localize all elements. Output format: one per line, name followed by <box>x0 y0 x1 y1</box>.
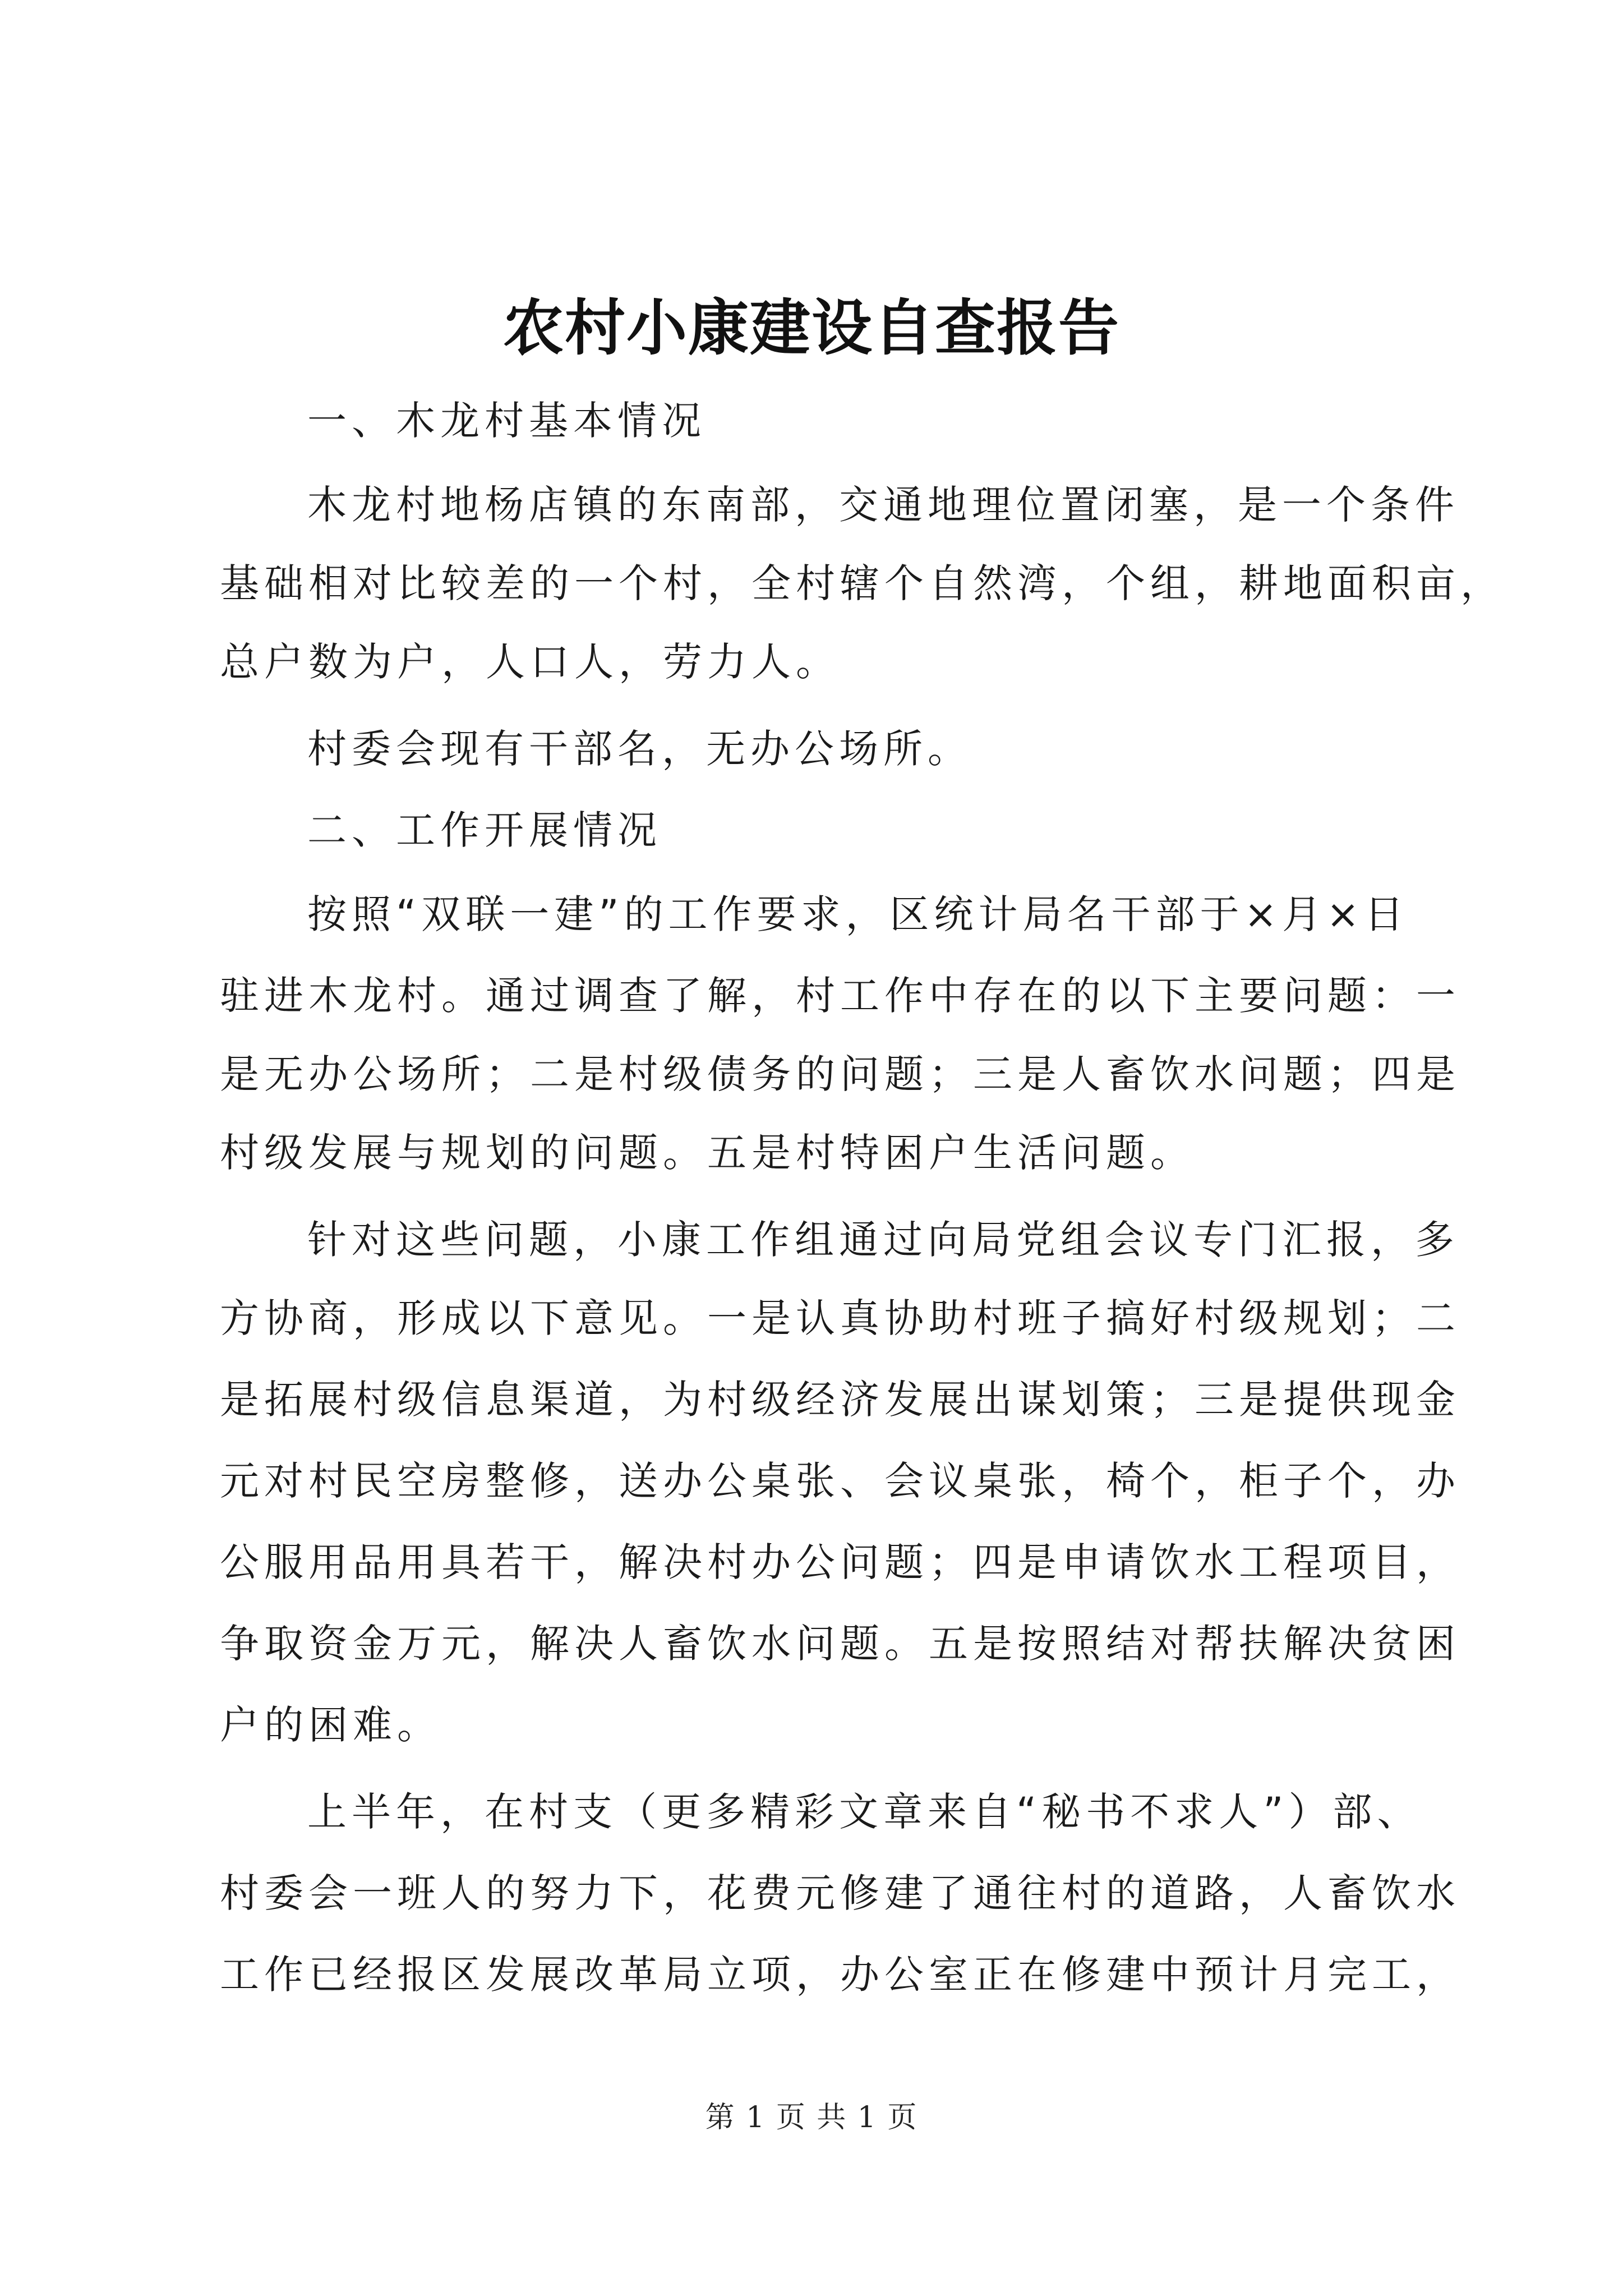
paragraph-line: 是无办公场所；二是村级债务的问题；三是人畜饮水问题；四是 <box>220 1051 1460 1097</box>
section-heading-2: 二、工作开展情况 <box>307 807 662 853</box>
document-title: 农村小康建设自查报告 <box>502 293 1120 364</box>
paragraph-line: 村委会一班人的努力下，花费元修建了通往村的道路，人畜饮水 <box>220 1870 1460 1916</box>
paragraph-line: 村级发展与规划的问题。五是村特困户生活问题。 <box>220 1130 1195 1176</box>
paragraph-line: 争取资金万元，解决人畜饮水问题。五是按照结对帮扶解决贫困 <box>220 1621 1460 1667</box>
paragraph-line: 驻进木龙村。通过调查了解，村工作中存在的以下主要问题：一 <box>220 973 1460 1019</box>
paragraph-line: 元对村民空房整修，送办公桌张、会议桌张，椅个，柜子个，办 <box>220 1458 1460 1504</box>
paragraph-line: 村委会现有干部名，无办公场所。 <box>307 726 972 772</box>
paragraph-line: 针对这些问题，小康工作组通过向局党组会议专门汇报，多 <box>307 1217 1459 1263</box>
paragraph-line: 总户数为户，人口人，劳力人。 <box>220 639 840 685</box>
paragraph-line: 是拓展村级信息渠道，为村级经济发展出谋划策；三是提供现金 <box>220 1377 1460 1423</box>
paragraph-line: 按照“双联一建”的工作要求，区统计局名干部于×月×日 <box>307 891 1409 937</box>
paragraph-line: 方协商，形成以下意见。一是认真协助村班子搞好村级规划；二 <box>220 1295 1460 1341</box>
paragraph-line: 木龙村地杨店镇的东南部，交通地理位置闭塞，是一个条件 <box>307 482 1459 528</box>
paragraph-line: 户的困难。 <box>220 1702 441 1748</box>
paragraph-line: 工作已经报区发展改革局立项，办公室正在修建中预计月完工， <box>220 1952 1460 1998</box>
paragraph-line: 上半年，在村支（更多精彩文章来自“秘书不求人”）部、 <box>307 1789 1422 1835</box>
section-heading-1: 一、木龙村基本情况 <box>307 398 706 444</box>
page-footer: 第 1 页 共 1 页 <box>705 2101 918 2134</box>
paragraph-line: 基础相对比较差的一个村，全村辖个自然湾，个组，耕地面积亩， <box>220 560 1505 606</box>
paragraph-line: 公服用品用具若干，解决村办公问题；四是申请饮水工程项目， <box>220 1539 1460 1585</box>
